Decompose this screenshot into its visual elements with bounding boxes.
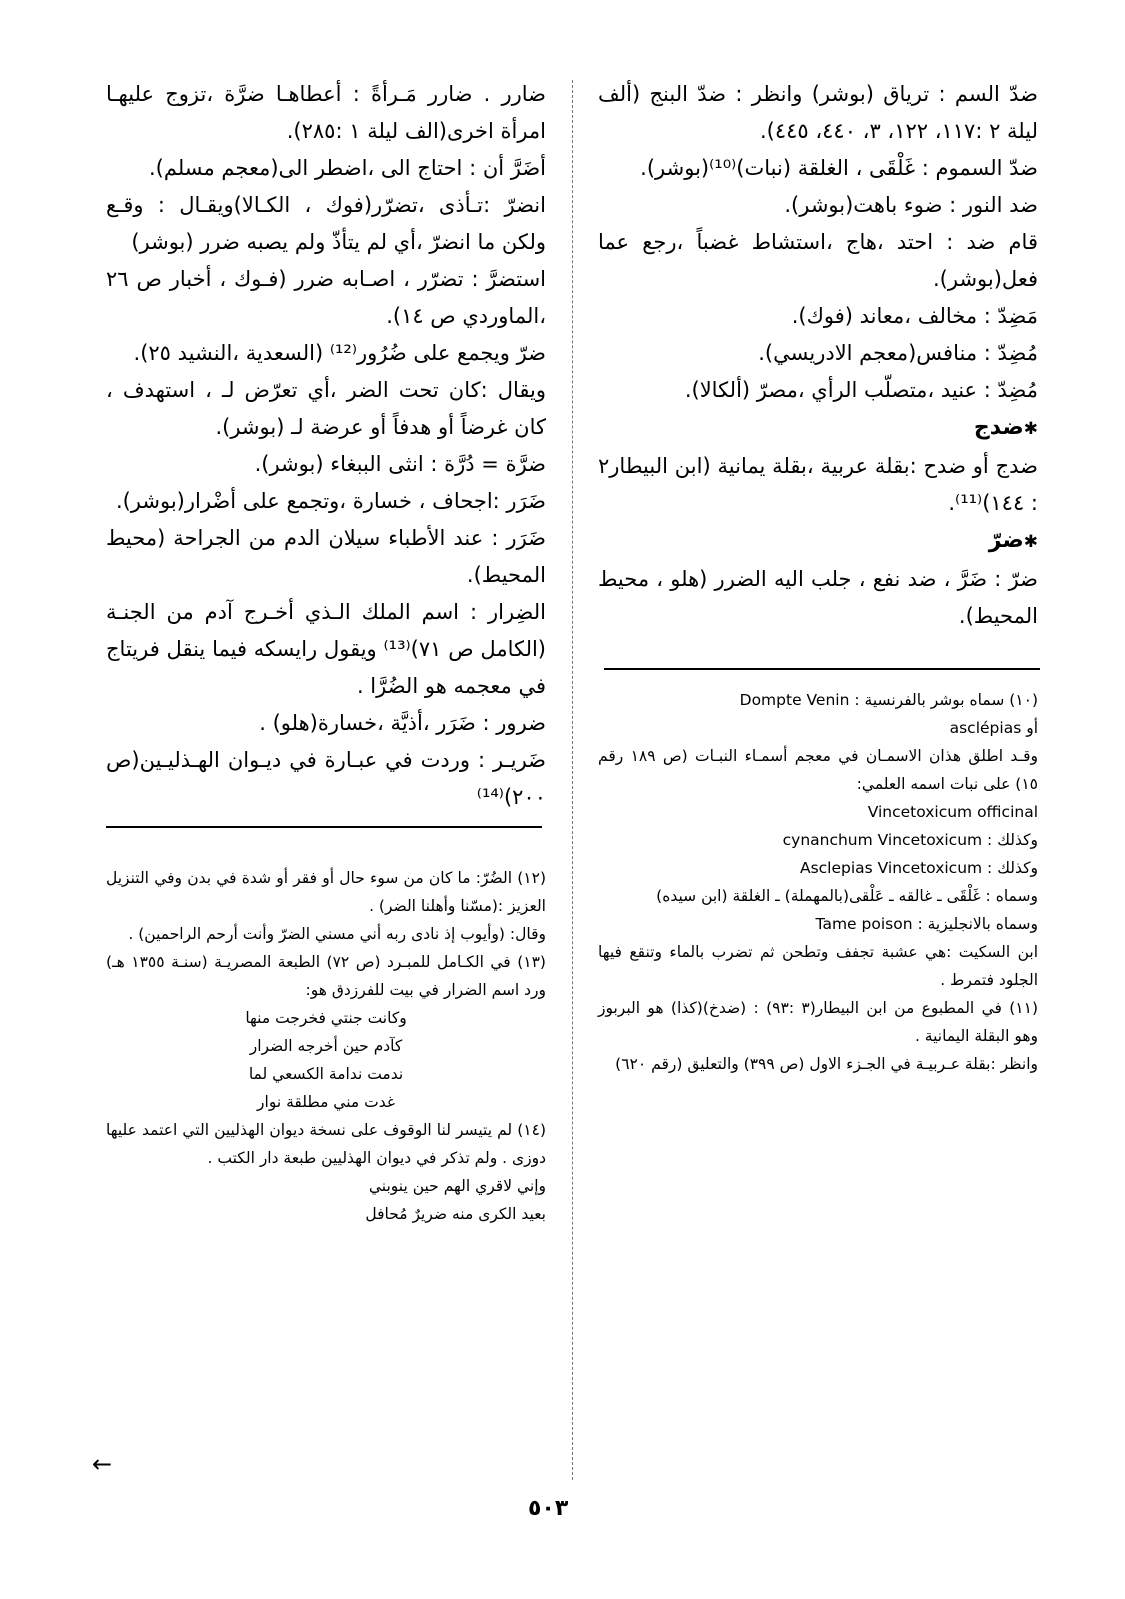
entry-line: ضرَّة = دُرَّة : انثى الببغاء (بوشر).	[254, 452, 546, 476]
entry-line: مُضِدّ : عنيد ،متصلّب الرأي ،مصرّ (ألكالا).	[684, 378, 1038, 402]
headword-dadj: ✱ ضدج	[598, 409, 1038, 448]
footnote-line: وقـد اطلق هذان الاسمـان في معجم أسمـاء النبـات (ص ١٨٩ رقم ١٥) على نبات اسمه العلمي:	[598, 747, 1038, 793]
footnote-line: (١٠) سماه بوشر بالفرنسية : Dompte Venin	[739, 691, 1038, 709]
footnote-line: Vincetoxicum officinal	[867, 803, 1038, 821]
right-footnote-rule	[604, 668, 1040, 670]
footnote-line: ابن السكيت :هي عشبة تجفف وتطحن ثم تضرب بالماء وتنقع فيها الجلود فتمرط .	[598, 943, 1038, 989]
footnote-line: وسماه بالانجليزية : Tame poison	[815, 915, 1038, 933]
entry-line: ضدّ السم : ترياق (بوشر) وانظر : ضدّ البنج (ألف ليلة ٢ :١١٧، ١٢٢، ٣، ٤٤٠، ٤٤٥).	[598, 82, 1038, 143]
footnote-line: وكذلك : cynanchum Vincetoxicum	[782, 831, 1038, 849]
left-footnotes	[106, 864, 546, 1228]
entry-line: انضرّ :تـأذى ،تضرّر(فوك ، الكـالا)ويقـال : وقـع ولكن ما انضرّ ،أي لم يتأذّ ولم يصبه ضرر (بوشر)	[106, 193, 546, 254]
entry-line: أضَرَّ أن : احتاج الى ،اضطر الى(معجم مسلم).	[148, 156, 546, 180]
left-column	[106, 76, 546, 816]
footnote-line: (١٤) لم يتيسر لنا الوقوف على نسخة ديوان الهذليين التي اعتمد عليها دوزى . ولم تذكر في ديوان الهذليين طبعة دار الكتب .	[106, 1121, 546, 1167]
entry-line: ويقال :كان تحت الضر ،أي تعرّض لـ ، استهدف ، كان غرضاً أو هدفاً أو عرضة لـ (بوشر).	[106, 378, 546, 439]
entry-line: الضِرار : اسم الملك الـذي أخـرج آدم من الجنـة (الكامل ص ٧١)⁽¹³⁾ ويقول رايسكه فيما ينقل فريتاج في معجمه هو الضُرَّا .	[106, 600, 546, 698]
footnote-verse: ندمت ندامة الكسعي لما	[248, 1065, 404, 1083]
entry-line: ضرور : ضَرَر ،أذيَّة ،خسارة(هلو) .	[259, 711, 546, 735]
page-number: ٥٠٣	[528, 1496, 569, 1521]
entry-line: ضارر . ضارر مَـرأةً : أعطاهـا ضرَّة ،تزوج عليهـا امرأة اخرى(الف ليلة ١ :٢٨٥).	[106, 82, 546, 143]
footnote-line: وكذلك : Asclepias Vincetoxicum	[799, 859, 1038, 877]
column-divider	[572, 80, 573, 1480]
entry-line: مُضِدّ : منافس(معجم الادريسي).	[758, 341, 1038, 365]
entry-line: قام ضد : احتد ،هاج ،استشاط غضباً ،رجع عما فعل(بوشر).	[598, 230, 1038, 291]
entry-line: استضرَّ : تضرّر ، اصـابه ضرر (فـوك ، أخبار ص ٢٦ ،الماوردي ص ١٤).	[106, 267, 546, 328]
footnote-line: وانظر :بقلة عـربيـة في الجـزء الاول (ص ٣٩٩) والتعليق (رقم ٦٢٠)	[615, 1055, 1038, 1073]
footnote-line: وقال: (وأيوب إذ نادى ربه أني مسني الضرّ وأنت أرحم الراحمين) .	[128, 925, 546, 943]
entry-line: مَضِدّ : مخالف ،معاند (فوك).	[791, 304, 1038, 328]
footnote-line: (١٣) في الكـامل للمبـرد (ص ٧٢) الطبعة المصريـة (سنـة ١٣٥٥ هـ) ورد اسم الضرار في بيت للفرزدق هو:	[106, 953, 546, 999]
footnote-verse: وكانت جنتي فخرجت منها	[245, 1009, 407, 1027]
footnote-line: (١١) في المطبوع من ابن البيطار(٣ :٩٣) : (ضدخ)(كذا) هو البربوز وهو البقلة اليمانية .	[598, 999, 1038, 1045]
footnote-verse: غدت مني مطلقة نوار	[257, 1093, 395, 1111]
headword-darr: ✱ ضرّ	[598, 522, 1038, 561]
entry-line: ضرّ ويجمع على ضُرُور⁽¹²⁾ (السعدية ،النشيد ٢٥).	[133, 341, 546, 365]
left-footnote-rule	[106, 826, 542, 828]
footnote-verse: بعيد الكرى منه ضريرٌ مُحافل	[365, 1205, 546, 1223]
footnote-verse: وإني لاقري الهم حين ينوبني	[368, 1177, 546, 1195]
entry-line: ضرّ : ضَرَّ ، ضد نفع ، جلب اليه الضرر (هلو ، محيط المحيط).	[598, 567, 1038, 628]
entry-line: ضد النور : ضوء باهت(بوشر).	[784, 193, 1038, 217]
right-column	[598, 76, 1038, 635]
entry-line: ضَرَر : عند الأطباء سيلان الدم من الجراحة (محيط المحيط).	[106, 526, 546, 587]
footnote-verse: كآدم حين أخرجه الضرار	[249, 1037, 403, 1055]
continuation-arrow-icon: ←	[92, 1450, 113, 1478]
entry-line: ضَريـر : وردت في عبـارة في ديـوان الهـذليـين(ص ٢٠٠)⁽¹⁴⁾	[106, 748, 546, 809]
footnote-line: وسماه : غَلْقَى ـ غالقه ـ عَلْقى(بالمهملة) ـ الغلقة (ابن سيده)	[656, 887, 1038, 905]
entry-line: ضدج أو ضدح :بقلة عربية ،بقلة يمانية (ابن البيطار٢ : ١٤٤)⁽¹¹⁾.	[598, 454, 1038, 515]
footnote-line: أو asclépias	[949, 719, 1038, 737]
entry-line: ضَرَر :اجحاف ، خسارة ،وتجمع على أضْرار(بوشر).	[115, 489, 546, 513]
footnote-line: (١٢) الضُرّ: ما كان من سوء حال أو فقر أو شدة في بدن وفي التنزيل العزيز :(مسّنا وأهلنا الضر) .	[106, 869, 546, 915]
entry-line: ضدّ السموم : غَلْقَى ، الغلقة (نبات)⁽¹⁰⁾(بوشر).	[640, 156, 1038, 180]
right-footnotes	[598, 686, 1038, 1078]
